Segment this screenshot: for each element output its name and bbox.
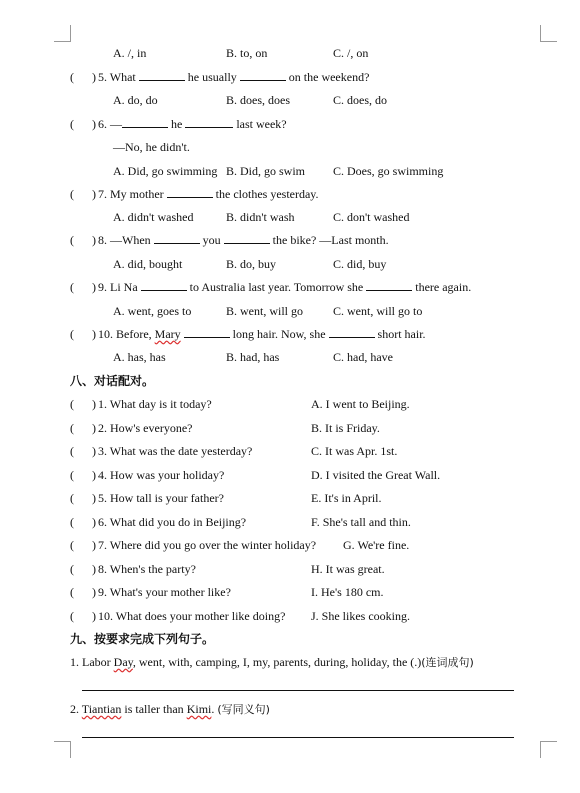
option-c: C. don't washed bbox=[333, 210, 410, 224]
option-a: A. did, bought bbox=[113, 257, 183, 271]
section-8-title: 八、对话配对。 bbox=[70, 374, 155, 388]
question-text: 9. Li Na to Australia last year. Tomorrow she there again. bbox=[98, 280, 472, 294]
sentence-2: 2. Tiantian is taller than Kimi. (写同义句) bbox=[70, 702, 270, 716]
matching-answer: I. He's 180 cm. bbox=[311, 585, 384, 599]
matching-question: 2. How's everyone? bbox=[98, 420, 193, 435]
option-a: A. went, goes to bbox=[113, 304, 192, 318]
matching-question: 4. How was your holiday? bbox=[98, 467, 225, 482]
crop-mark bbox=[54, 25, 71, 42]
matching-answer: B. It is Friday. bbox=[311, 420, 380, 435]
option-c: C. had, have bbox=[333, 350, 393, 364]
option-c: C. does, do bbox=[333, 93, 387, 107]
answer-paren[interactable]: ( ) bbox=[70, 233, 96, 247]
option-b: B. Did, go swim bbox=[226, 164, 306, 178]
question-text: 7. My mother the clothes yesterday. bbox=[98, 187, 319, 201]
section-9-title: 九、按要求完成下列句子。 bbox=[70, 632, 215, 646]
question-text: 10. Before, Mary long hair. Now, she short hair. bbox=[98, 327, 426, 341]
matching-question: 1. What day is it today? bbox=[98, 397, 212, 411]
sentence-1: 1. Labor Day, went, with, camping, I, my, parents, during, holiday, the (.)(连词成句) bbox=[70, 655, 474, 669]
matching-answer: H. It was great. bbox=[311, 561, 385, 576]
crop-mark bbox=[540, 741, 557, 758]
option-b: B. didn't wash bbox=[226, 210, 295, 224]
answer-paren[interactable]: ( ) bbox=[70, 608, 96, 623]
matching-question: 9. What's your mother like? bbox=[98, 585, 231, 599]
answer-paren[interactable]: ( ) bbox=[70, 585, 96, 599]
crop-mark bbox=[54, 741, 71, 758]
answer-paren[interactable]: ( ) bbox=[70, 561, 96, 576]
answer-paren[interactable]: ( ) bbox=[70, 397, 96, 411]
crop-mark bbox=[540, 25, 557, 42]
answer-paren[interactable]: ( ) bbox=[70, 514, 96, 529]
matching-question: 7. Where did you go over the winter holiday? bbox=[98, 538, 317, 552]
matching-question: 8. When's the party? bbox=[98, 561, 196, 576]
option-c: C. Does, go swimming bbox=[333, 164, 444, 178]
matching-question: 6. What did you do in Beijing? bbox=[98, 514, 247, 529]
answer-paren[interactable]: ( ) bbox=[70, 444, 96, 458]
answer-paren[interactable]: ( ) bbox=[70, 420, 96, 435]
option-b: B. had, has bbox=[226, 350, 280, 364]
question-text: 5. What he usually on the weekend? bbox=[98, 70, 370, 84]
option-c: C. went, will go to bbox=[333, 304, 423, 318]
option-a: A. didn't washed bbox=[113, 210, 194, 224]
option-a: A. do, do bbox=[113, 93, 158, 107]
answer-paren[interactable]: ( ) bbox=[70, 187, 96, 201]
option-b: B. to, on bbox=[226, 46, 268, 60]
question-text: 6. — he last week? bbox=[98, 117, 287, 131]
option-b: B. does, does bbox=[226, 93, 290, 107]
answer-paren[interactable]: ( ) bbox=[70, 467, 96, 482]
answer-line[interactable] bbox=[82, 737, 514, 738]
matching-question: 10. What does your mother like doing? bbox=[98, 608, 286, 623]
matching-question: 3. What was the date yesterday? bbox=[98, 444, 253, 458]
matching-answer: G. We're fine. bbox=[343, 538, 410, 552]
option-b: B. went, will go bbox=[226, 304, 303, 318]
question-text: 8. —When you the bike? —Last month. bbox=[98, 233, 389, 247]
option-a: A. /, in bbox=[113, 46, 147, 60]
answer-paren[interactable]: ( ) bbox=[70, 538, 96, 552]
option-c: C. did, buy bbox=[333, 257, 387, 271]
answer-paren[interactable]: ( ) bbox=[70, 327, 96, 341]
matching-answer: J. She likes cooking. bbox=[311, 608, 410, 623]
answer-paren[interactable]: ( ) bbox=[70, 70, 96, 84]
reply-text: —No, he didn't. bbox=[113, 140, 190, 154]
answer-paren[interactable]: ( ) bbox=[70, 491, 96, 505]
answer-line[interactable] bbox=[82, 690, 514, 691]
option-b: B. do, buy bbox=[226, 257, 277, 271]
matching-answer: E. It's in April. bbox=[311, 491, 382, 505]
option-a: A. has, has bbox=[113, 350, 166, 364]
answer-paren[interactable]: ( ) bbox=[70, 117, 96, 131]
option-a: A. Did, go swimming bbox=[113, 164, 218, 178]
matching-question: 5. How tall is your father? bbox=[98, 491, 224, 505]
answer-paren[interactable]: ( ) bbox=[70, 280, 96, 294]
matching-answer: D. I visited the Great Wall. bbox=[311, 467, 441, 482]
option-c: C. /, on bbox=[333, 46, 369, 60]
matching-answer: C. It was Apr. 1st. bbox=[311, 444, 398, 458]
matching-answer: F. She's tall and thin. bbox=[311, 514, 411, 529]
matching-answer: A. I went to Beijing. bbox=[311, 397, 410, 411]
